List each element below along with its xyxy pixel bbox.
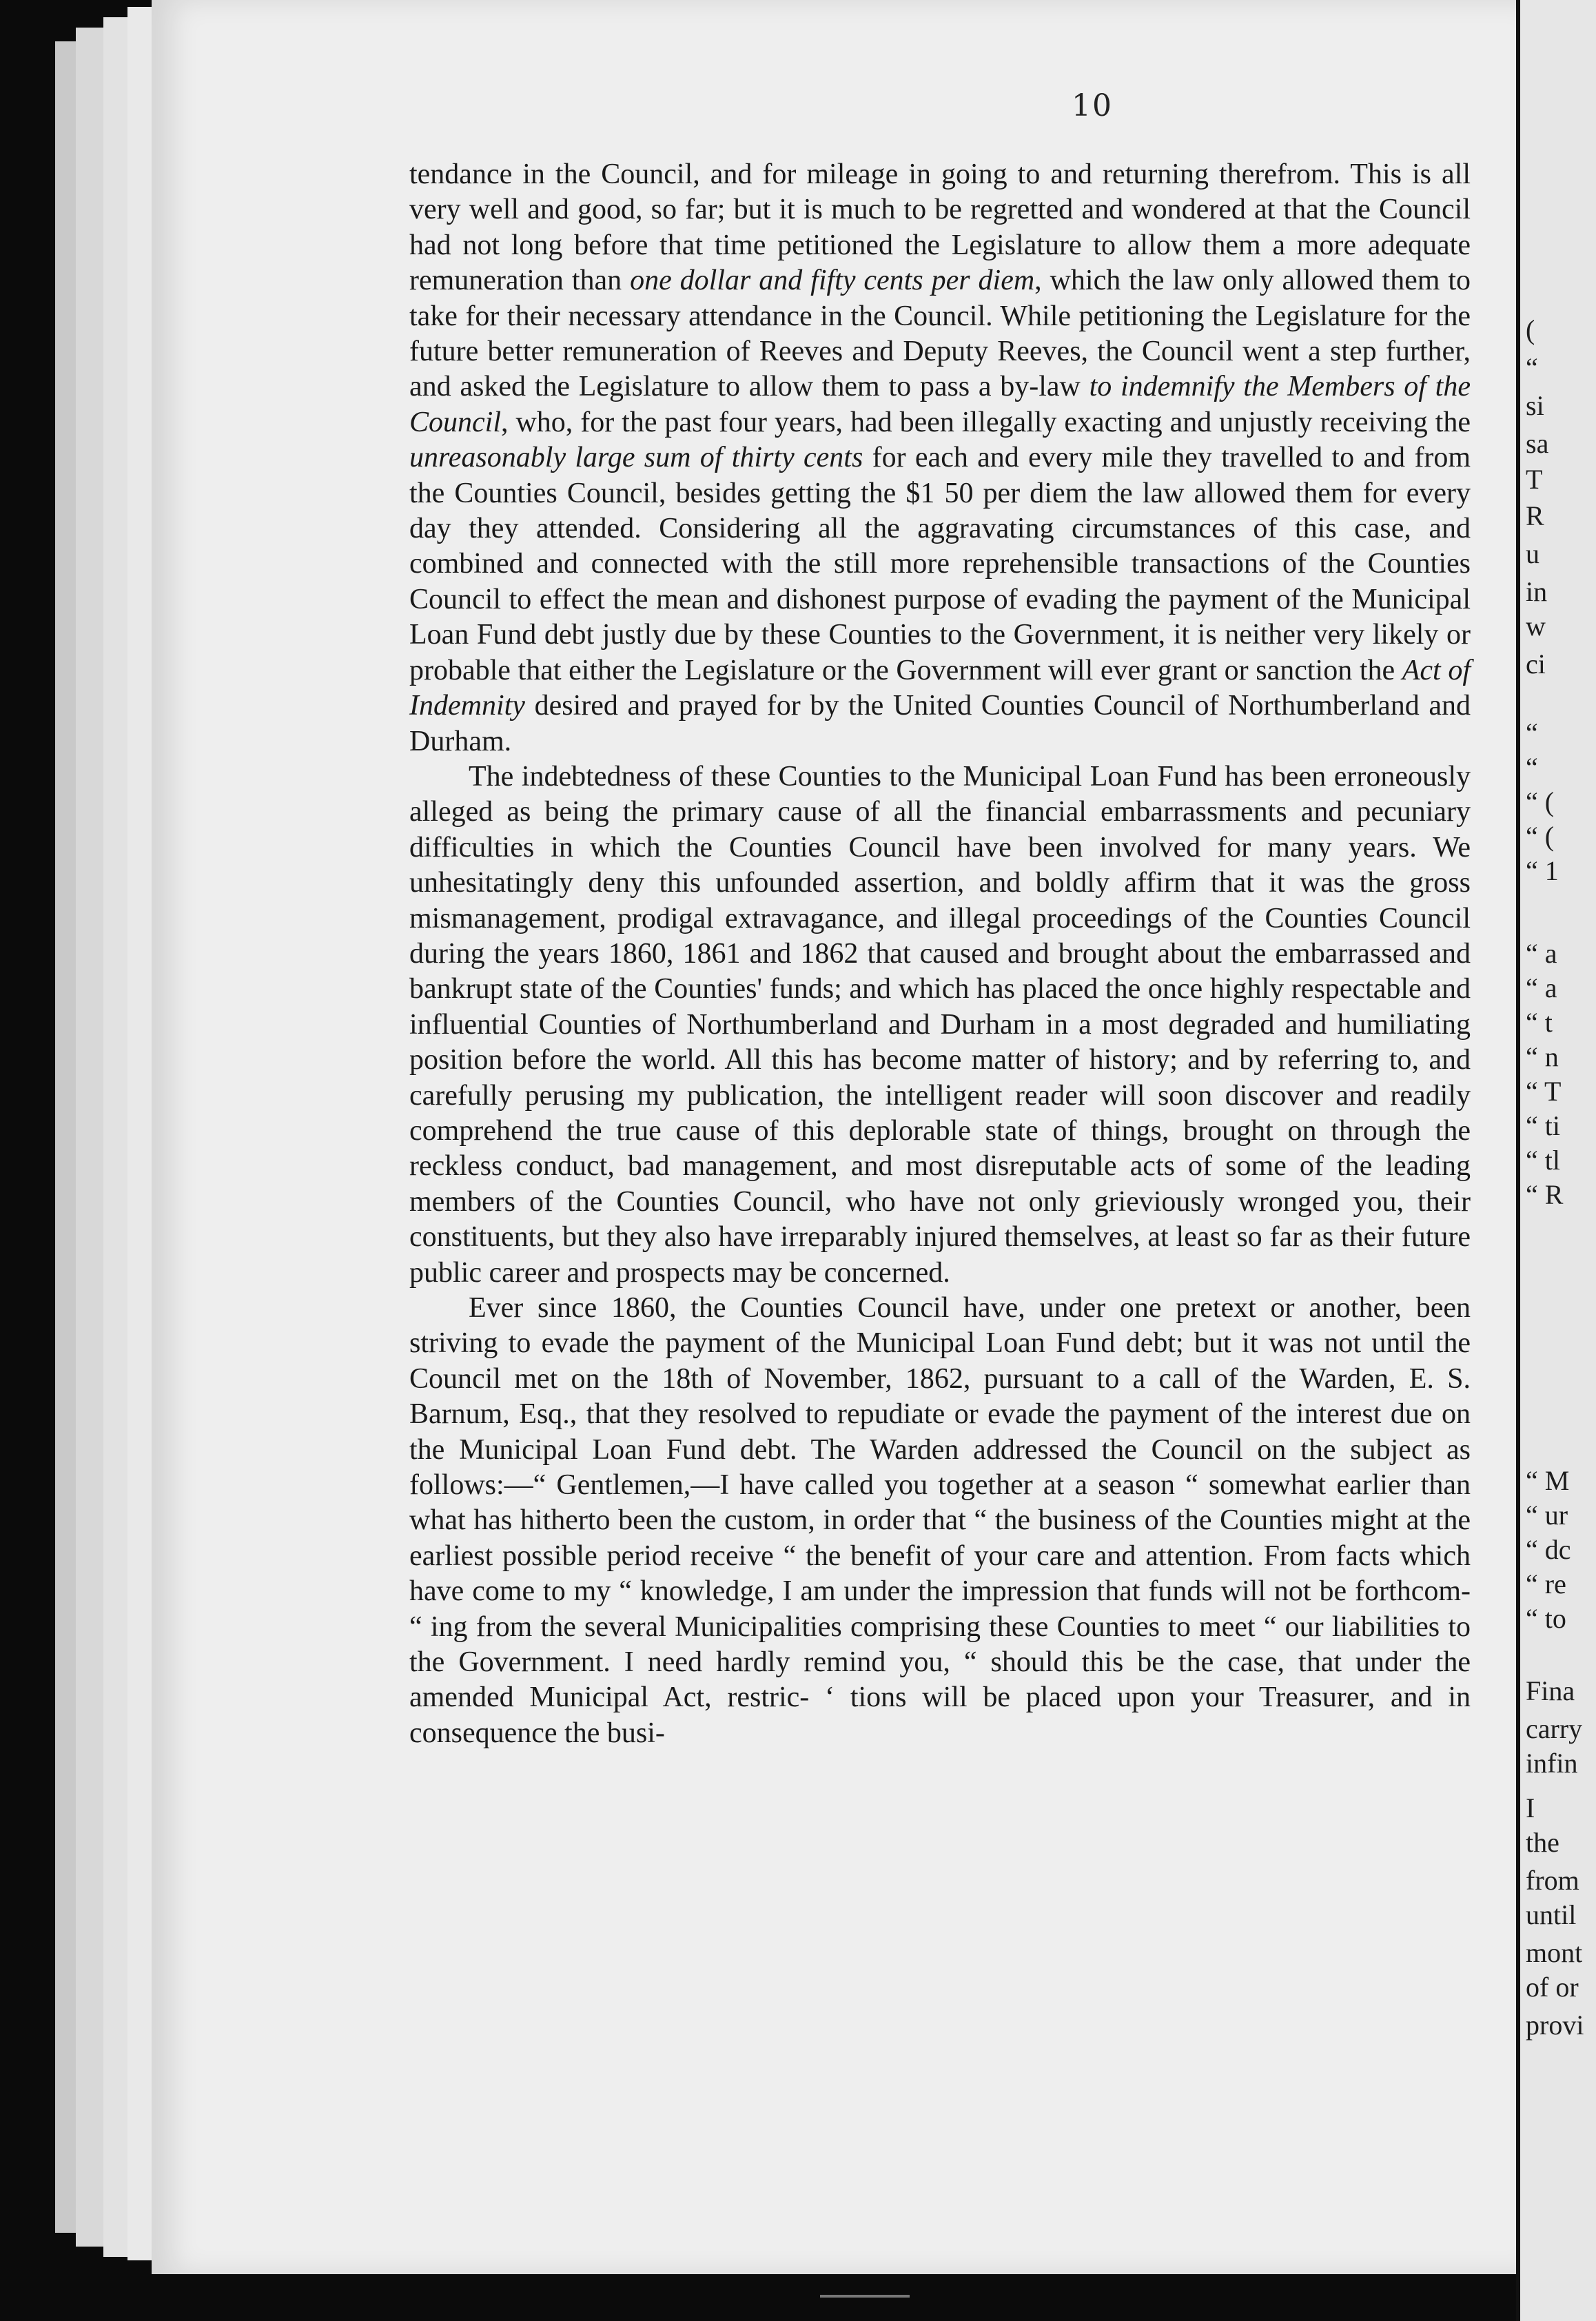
facing-page-text: “ bbox=[1526, 352, 1538, 383]
paragraph bbox=[409, 157, 1471, 759]
text-run: Ever since 1860, the Counties Council have, under one pretext or another, been striving to evade the payment of the Municipal Loan Fund debt; but it was not until the Council met on the 18th of November, 1862, pursuant to a call of the Warden, E. S. Barnum, Esq., that they resolved to repudiate or evade the payment of the interest due on the Municipal Loan Fund debt. The Warden addressed the Council on the subject as follows:—“ Gentlemen,—I have called you together at a season “ somewhat earlier than what has hitherto been the custom, in order that “ the business of the Counties might at the earliest possible period receive “ the benefit of your care and attention. From facts which have come to my “ knowledge, I am under the impression that funds will not be forthcom- “ ing from the several Municipalities comprising these Counties to meet “ our liabilities to the Government. I need hardly remind you, “ should this be the case, that under the amended Municipal Act, restric- ‘ tions will be placed upon your Treasurer, and in consequence the busi- bbox=[409, 1292, 1471, 1749]
facing-page-text: “ T bbox=[1526, 1076, 1562, 1107]
text-run: for each and every mile they travelled to and from the Counties Council, besides getting the $1 50 per diem the law allowed them for every day they attended. Considering all the aggravating circumstances of this case, and combined and connected with the still more reprehensible transactions of the Counties Council to effect the mean and dishonest purpose of evading the payment of the Municipal Loan Fund debt justly due by these Counties to the Government, it is neither very likely or probable that either the Legislature or the Government will ever grant or sanction the bbox=[409, 442, 1471, 686]
facing-page-text: “ dc bbox=[1526, 1534, 1571, 1565]
facing-page-text: ci bbox=[1526, 648, 1546, 679]
text-run: tendance in the Council, and for mileage in going to and returning therefrom. This is all very well and good, so far; but it is much to be regretted and wondered at that the Council had not long before that time petitioned the Legislature to allow them a more adequate remuneration than bbox=[409, 159, 1471, 297]
text-run: The indebtedness of these Counties to the Municipal Loan Fund has been erroneously alleged as being the primary cause of all the financial embarrassments and pecuniary difficulties in which the Counties Council have been involved for many years. We unhesitatingly deny this unfounded assertion, and boldly affirm that it was the gross mismanagement, prodigal extravagance, and illegal proceedings of the Counties Council during the years 1860, 1861 and 1862 that caused and brought about the embarrassed and bankrupt state of the Counties' funds; and which has placed the once highly respectable and influential Counties of Northumberland and Durham in a most degraded and humiliating position before the world. All this has become matter of history; and by referring to, and carefully perusing my publication, the intelligent reader will soon discover and readily comprehend the true cause of this deplorable state of things, brought on through the reckless conduct, bad management, and most disreputable acts of some of the leading members of the Counties Council, who have not only grieviously wronged you, their constituents, but they also have irreparably injured themselves, at least so far as their future public career and prospects may be concerned. bbox=[409, 760, 1471, 1289]
facing-page-text: until bbox=[1526, 1899, 1577, 1930]
italic-phrase: Act of Indemnity bbox=[409, 654, 1471, 722]
facing-page-text: u bbox=[1526, 538, 1539, 569]
facing-page-text: “ to bbox=[1526, 1603, 1566, 1634]
facing-page-text: the bbox=[1526, 1827, 1559, 1858]
paragraph bbox=[409, 1291, 1471, 1751]
facing-page-text: “ a bbox=[1526, 938, 1557, 969]
facing-page-text: “ M bbox=[1526, 1465, 1570, 1496]
facing-page-text: “ n bbox=[1526, 1041, 1559, 1072]
facing-page-text: “ ( bbox=[1526, 786, 1555, 817]
facing-page-text: “ R bbox=[1526, 1179, 1564, 1210]
facing-page-text: “ bbox=[1526, 717, 1538, 748]
facing-page-text: mont bbox=[1526, 1937, 1583, 1968]
facing-page-text: “ 1 bbox=[1526, 855, 1559, 886]
page-number: 10 bbox=[1072, 88, 1113, 123]
italic-phrase: unreasonably large sum of thirty cents bbox=[409, 442, 863, 474]
text-run: desired and prayed for by the United Counties Council of Northumberland and Durham. bbox=[409, 690, 1471, 757]
facing-page-text: from bbox=[1526, 1865, 1579, 1896]
facing-page-text: “ a bbox=[1526, 972, 1557, 1003]
facing-page-text: T bbox=[1526, 464, 1543, 495]
facing-page-text: carry bbox=[1526, 1713, 1583, 1744]
body-text bbox=[409, 157, 1471, 1751]
paragraph bbox=[409, 759, 1471, 1291]
facing-page-text: Fina bbox=[1526, 1675, 1575, 1706]
facing-page-text: I bbox=[1526, 1792, 1535, 1823]
facing-page-text: ( bbox=[1526, 314, 1535, 345]
facing-page-text: “ re bbox=[1526, 1568, 1566, 1599]
facing-page-text: in bbox=[1526, 576, 1548, 607]
facing-page-text: R bbox=[1526, 500, 1544, 531]
facing-page-text: si bbox=[1526, 390, 1544, 421]
page-bottom-mark bbox=[820, 2295, 910, 2298]
facing-page-text: “ ( bbox=[1526, 821, 1555, 852]
italic-phrase: to indemnify the Members of the Council bbox=[409, 371, 1471, 438]
facing-page-text: “ t bbox=[1526, 1007, 1553, 1038]
facing-page-text: “ tl bbox=[1526, 1145, 1560, 1176]
facing-page-text: provi bbox=[1526, 2010, 1584, 2041]
text-run: , which the law only allowed them to take for their necessary attendance in the Council. While petitioning the Legislature for the future better remuneration of Reeves and Deputy Reeves, the Council went a step further, and asked the Legislature to allow them to pass a by-law bbox=[409, 265, 1471, 403]
facing-page-fragment bbox=[1516, 0, 1596, 2321]
facing-page-text: infin bbox=[1526, 1748, 1578, 1779]
facing-page-text: “ ur bbox=[1526, 1500, 1568, 1531]
facing-page-text: “ ti bbox=[1526, 1110, 1560, 1141]
facing-page-text: “ bbox=[1526, 752, 1538, 783]
facing-page-text: w bbox=[1526, 611, 1546, 642]
italic-phrase: one dollar and fifty cents per diem bbox=[630, 265, 1035, 297]
text-run: , who, for the past four years, had been illegally exacting and unjustly receiving the bbox=[501, 406, 1471, 438]
facing-page-text: of or bbox=[1526, 1972, 1579, 2003]
facing-page-text: sa bbox=[1526, 428, 1549, 459]
